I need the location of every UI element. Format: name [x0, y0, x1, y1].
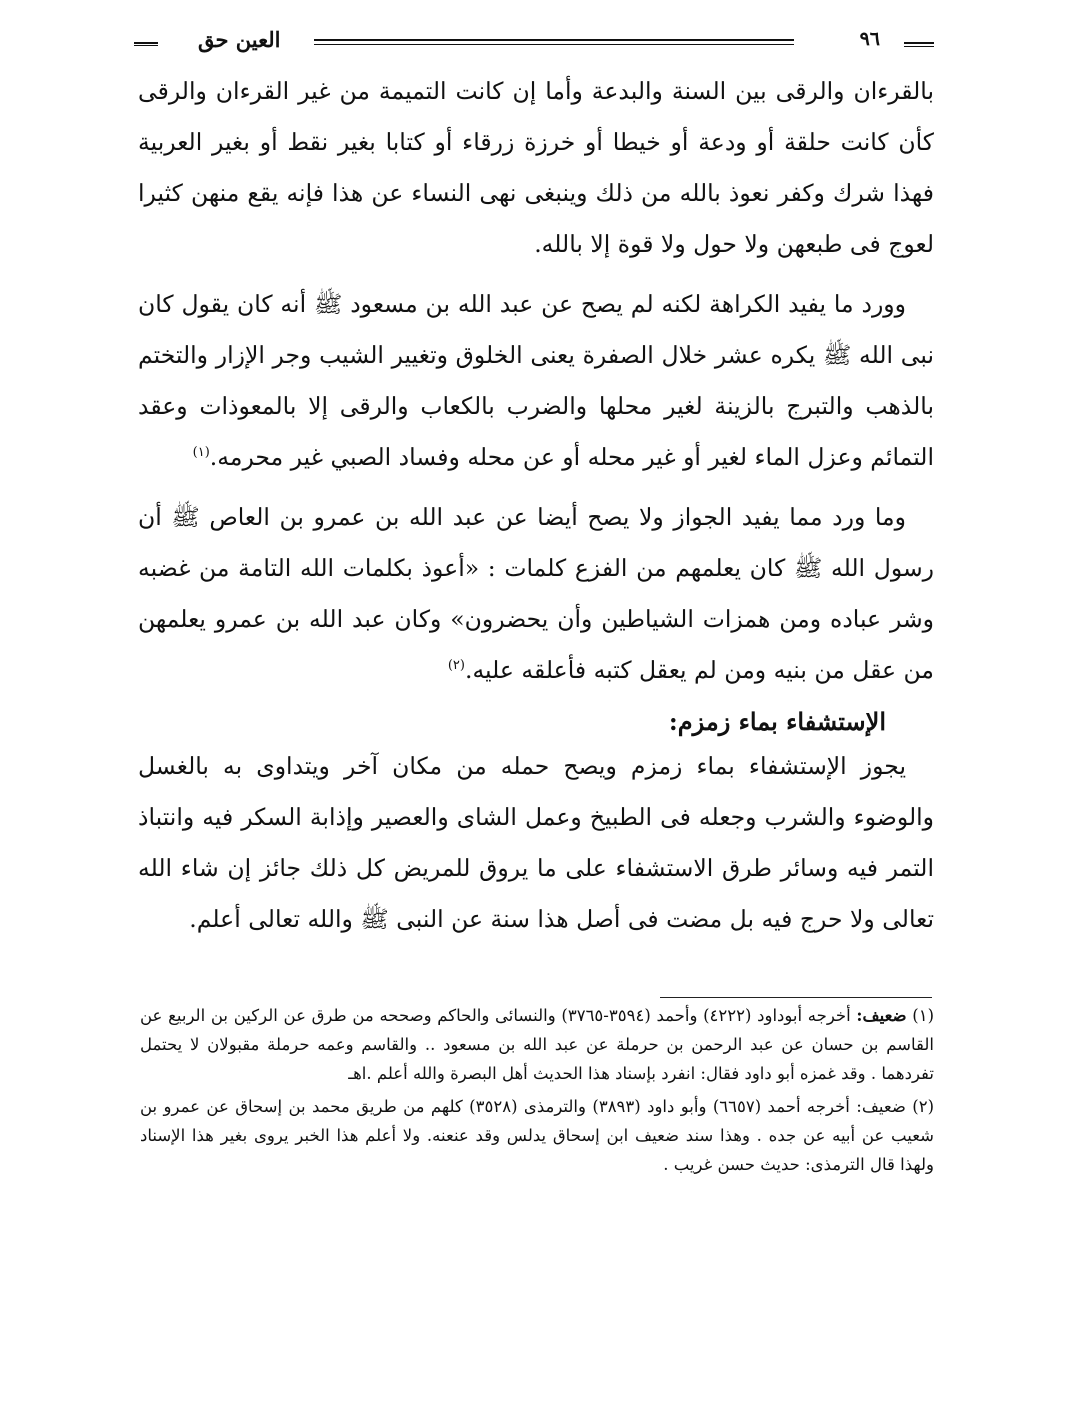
page-number: ٩٦: [859, 28, 880, 50]
header-rule: [134, 45, 158, 46]
header-rule: [314, 39, 794, 41]
header-rule: [904, 46, 934, 47]
main-text: [138, 66, 934, 954]
page-header: [134, 24, 934, 64]
footnote-marker: (٢): [912, 1097, 935, 1116]
footnote-text: أخرجه أحمد (٦٦٥٧) وأبو داود (٣٨٩٣) والترمذى (٣٥٢٨) كلهم من طريق محمد بن إسحاق عن عمرو بن شعيب عن أبيه عن جده . وهذا سند ضعيف ابن إسحاق يدلس وقد عنعنه. ولا أعلم هذا الخبر يروى بغير هذا الإسناد ولهذا قال الترمذى: حديث حسن غريب .: [140, 1097, 934, 1174]
footnote-marker: (١): [912, 1006, 934, 1025]
paragraph-text: بالقرءان والرقى بين السنة والبدعة وأما إن كانت التميمة من غير القرءان والرقى كأن كانت حلقة أو ودعة أو خيطا أو خرزة زرقاء أو كتابا بغير نقط أو بغير العربية فهذا شرك وكفر نعوذ بالله من ذلك وينبغى نهى النساء عن هذا فإنه يقع منهن كثيرا لعوج فى طبعهن ولا حول ولا قوة إلا بالله.: [138, 77, 934, 258]
paragraph: [138, 741, 934, 945]
section-heading: الإستشفاء بماء زمزم:: [668, 707, 886, 736]
header-rule: [134, 42, 158, 44]
footnote-ref[interactable]: (٢): [447, 658, 465, 674]
header-rule: [904, 42, 934, 44]
paragraph: [138, 492, 934, 696]
footnote-text: أخرجه أبوداود (٤٢٢٢) وأحمد (٣٥٩٤-٣٧٦٥) والنسائى والحاكم وصححه من طرق عن الركين بن الربيع عن القاسم بن حسان عن عبد الرحمن بن حرملة عن عبد الله بن مسعود .. والقاسم وعمه حرملة مقبولان لا يحتمل تفردهما . وقد غمزه أبو داود فقال: انفرد بإسناد هذا الحديث أهل البصرة والله أعلم .اهـ: [140, 1006, 934, 1083]
footnote: [140, 1092, 934, 1179]
paragraph-text: وما ورد مما يفيد الجواز ولا يصح أيضا عن عبد الله بن عمرو بن العاص ﷺ أن رسول الله ﷺ كان يعلمهم من الفزع كلمات : «أعوذ بكلمات الله التامة من غضبه وشر عباده ومن همزات الشياطين وأن يحضرون» وكان عبد الله بن عمرو يعلمهن من عقل من بنيه ومن لم يعقل كتبه فأعلقه عليه.: [138, 503, 934, 684]
running-title: العين حق: [198, 27, 281, 52]
paragraph: [138, 279, 934, 483]
footnote-ref[interactable]: (١): [192, 445, 210, 461]
footnote: [140, 1001, 934, 1088]
header-rule: [314, 44, 794, 45]
footnote-grade: ضعيف:: [856, 1006, 907, 1025]
footnote-grade: ضعيف:: [856, 1097, 906, 1116]
footnote-separator: [660, 997, 932, 998]
paragraph-text: يجوز الإستشفاء بماء زمزم ويصح حمله من مكان آخر ويتداوى به بالغسل والوضوء والشرب وجعله فى الطبيخ وعمل الشاى والعصير وإذابة السكر فيه وانتباذ التمر فيه وسائر طرق الاستشفاء على ما يروق للمريض كل ذلك جائز إن شاء الله تعالى ولا حرج فيه بل مضت فى أصل هذا سنة عن النبى ﷺ والله تعالى أعلم.: [138, 752, 934, 933]
paragraph: [138, 66, 934, 270]
footnotes: [140, 1001, 934, 1183]
paragraph-text: وورد ما يفيد الكراهة لكنه لم يصح عن عبد الله بن مسعود ﷺ أنه كان يقول كان نبى الله ﷺ يكره عشر خلال الصفرة يعنى الخلوق وتغيير الشيب وجر الإزار والتختم بالذهب والتبرج بالزينة لغير محلها والضرب بالكعاب والرقى إلا بالمعوذات وعقد التمائم وعزل الماء لغير أو غير محله أو عن محله وفساد الصبي غير محرمه.: [138, 290, 934, 471]
